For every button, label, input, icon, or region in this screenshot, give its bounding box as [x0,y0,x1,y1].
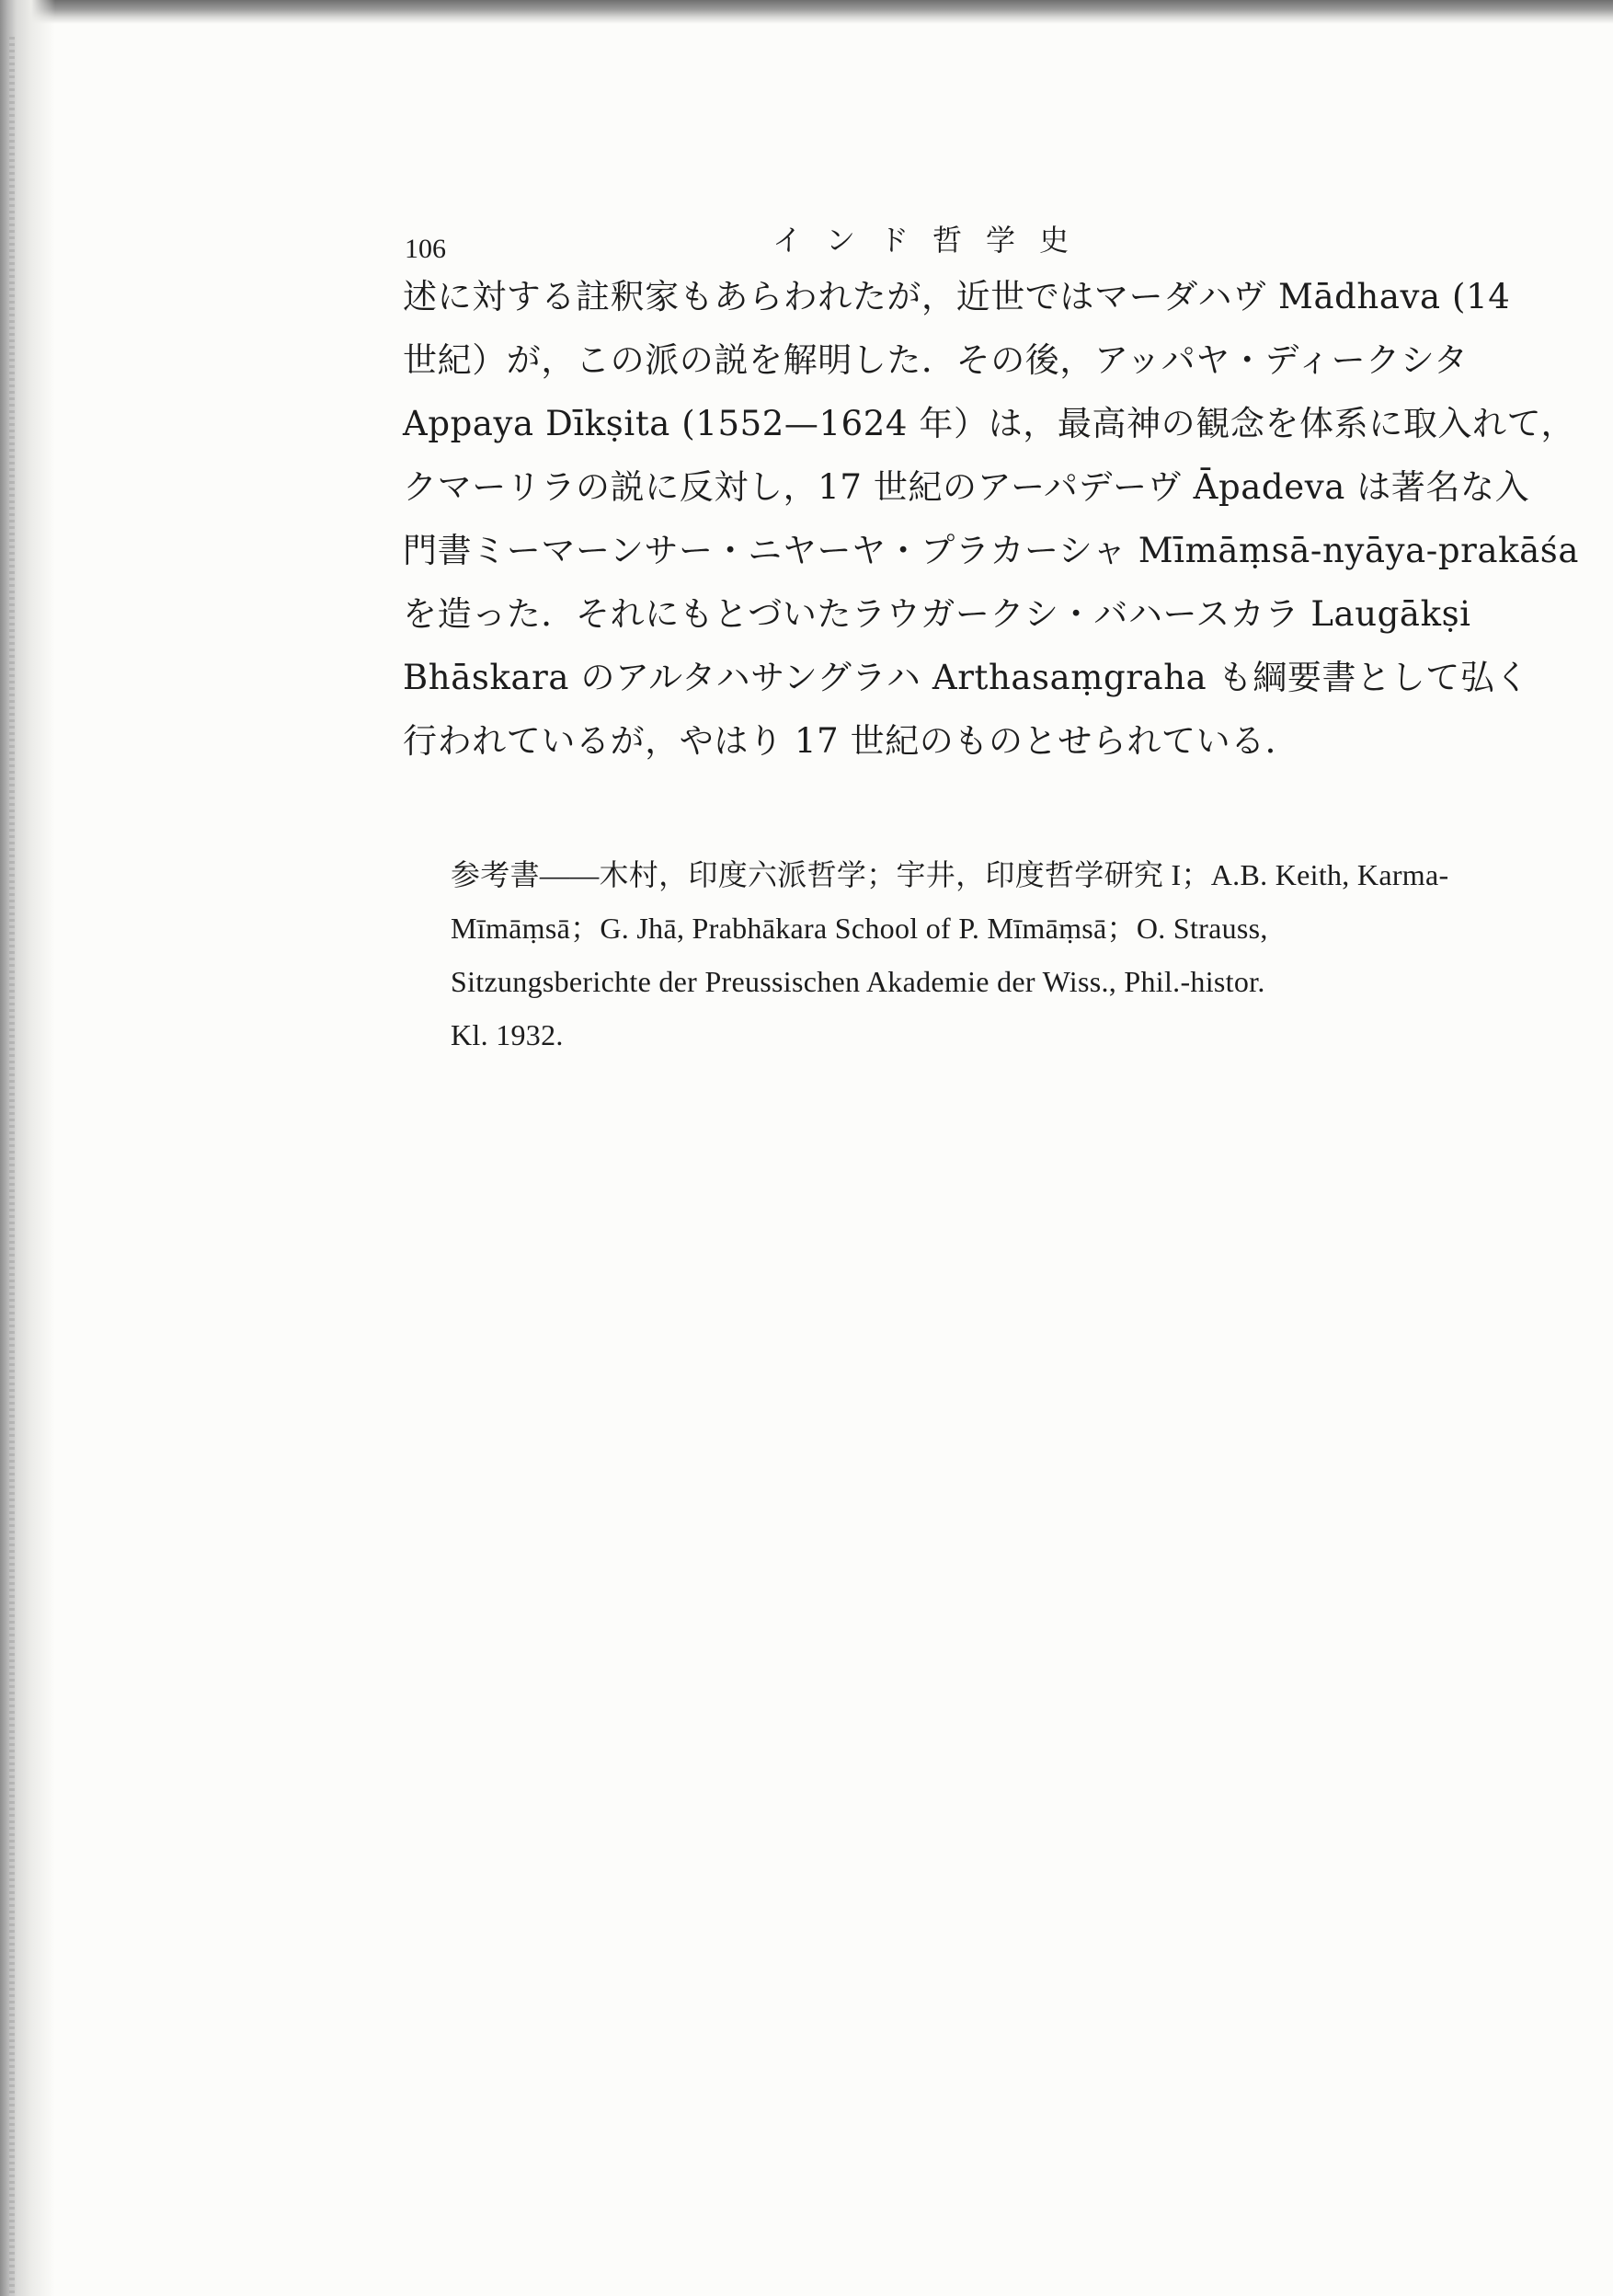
body-line: 世紀）が，この派の説を解明した．その後，アッパヤ・ディークシタ [403,340,1469,380]
body-line: Appaya Dīkṣita (1552—1624 年）は，最高神の観念を体系に取入れて， [403,404,1576,443]
references-section [451,848,1508,1062]
body-line: Bhāskara のアルタハサングラハ Arthasaṃgraha も綱要書として弘く [403,658,1530,697]
body-line: 述に対する註釈家もあらわれたが，近世ではマーダハヴ Mādhava (14 [403,277,1511,316]
scan-left-edge [0,0,55,2296]
body-line: 門書ミーマーンサー・ニヤーヤ・プラカーシャ Mīmāṃsā-nyāya-prakāśa [403,531,1580,570]
reference-line: Kl. 1932. [451,1018,564,1051]
scan-left-stripe [9,37,15,2296]
page-number: 106 [405,234,446,264]
running-head [405,217,1490,272]
body-line: 行われているが，やはり 17 世紀のものとせられている． [403,721,1300,761]
reference-line: Sitzungsberichte der Preussischen Akademie der Wiss., Phil.-histor. [451,965,1265,998]
body-line: を造った．それにもとづいたラウガークシ・バハースカラ Laugākṣi [403,594,1471,634]
reference-line: 参考書――木村，印度六派哲学；宇井，印度哲学研究 I；A.B. Keith, Karma- [451,858,1449,891]
running-title: インド哲学史 [772,223,1093,258]
body-line: クマーリラの説に反対し，17 世紀のアーパデーヴ Āpadeva は著名な入 [403,467,1530,507]
body-paragraph [403,265,1580,773]
reference-line: Mīmāṃsā；G. Jhā, Prabhākara School of P. Mīmāṃsā；O. Strauss, [451,912,1268,945]
scan-top-edge [0,0,1613,24]
